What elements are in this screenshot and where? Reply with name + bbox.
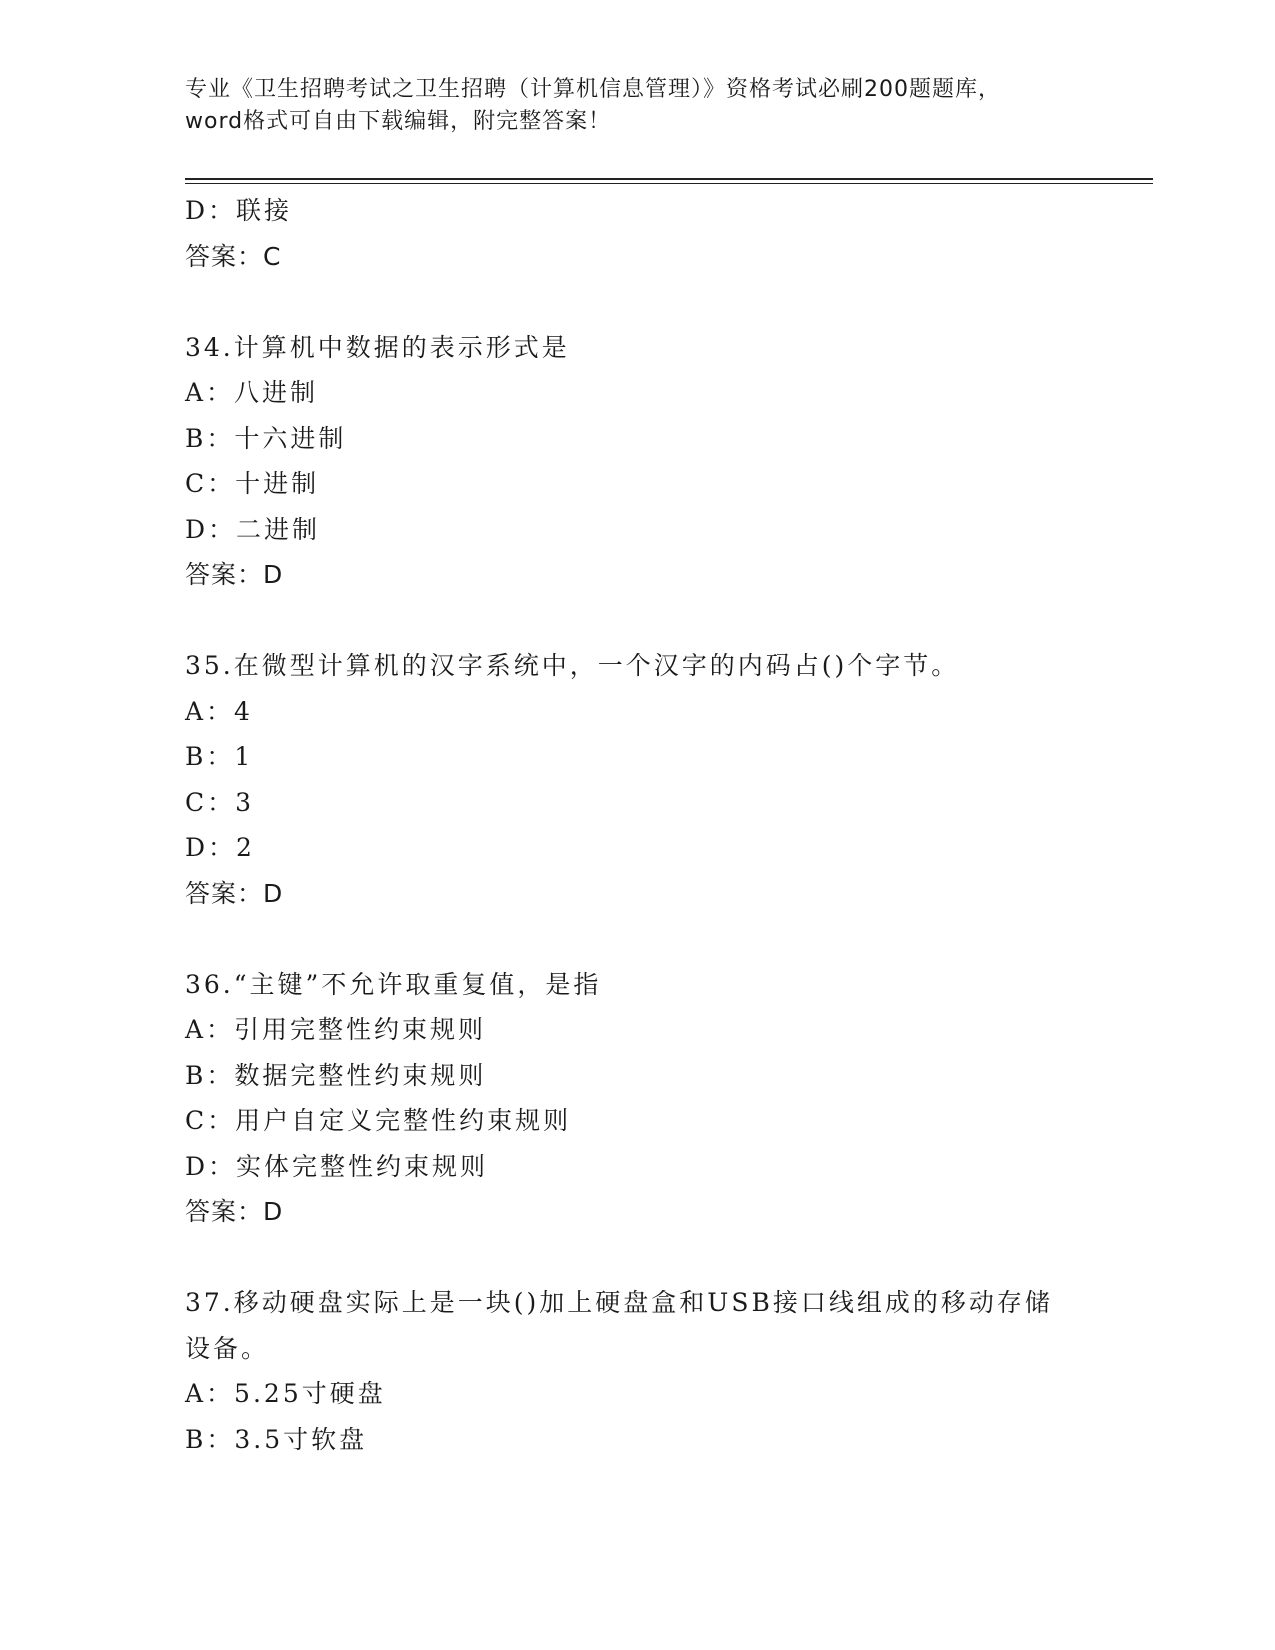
header-divider <box>185 178 1153 184</box>
spacer <box>185 916 1153 962</box>
option-b: B：3.5寸软盘 <box>185 1424 368 1454</box>
prev-option-d: D：联接 <box>185 196 293 225</box>
question-stem-line-2: 设备。 <box>185 1333 270 1363</box>
option-c: C：十进制 <box>185 469 320 498</box>
option-a: A：八进制 <box>185 378 319 407</box>
option-c: C：3 <box>185 787 255 817</box>
question-stem-line-1: 37.移动硬盘实际上是一块()加上硬盘盒和USB接口线组成的移动存储 <box>185 1288 1053 1317</box>
document-page <box>185 0 1153 1650</box>
question-35 <box>185 643 1153 916</box>
prev-answer: 答案：C <box>185 241 282 271</box>
option-d: D：2 <box>185 833 255 862</box>
document-header <box>185 74 1085 138</box>
spacer <box>185 1235 1153 1281</box>
question-34 <box>185 325 1153 598</box>
option-a: A：4 <box>185 696 253 726</box>
question-list <box>185 188 1153 1462</box>
header-line-2: word格式可自由下载编辑，附完整答案！ <box>185 109 612 134</box>
option-b: B：数据完整性约束规则 <box>185 1060 487 1090</box>
option-a: A：引用完整性约束规则 <box>185 1015 487 1044</box>
option-c: C：用户自定义完整性约束规则 <box>185 1106 572 1135</box>
spacer <box>185 598 1153 644</box>
question-stem: 36.“主键”不允许取重复值，是指 <box>185 969 602 999</box>
option-d: D：实体完整性约束规则 <box>185 1151 489 1181</box>
question-stem: 34.计算机中数据的表示形式是 <box>185 332 570 362</box>
option-b: B：1 <box>185 742 254 771</box>
option-d: D：二进制 <box>185 514 321 544</box>
question-stem: 35.在微型计算机的汉字系统中，一个汉字的内码占()个字节。 <box>185 651 960 680</box>
header-line-1: 专业《卫生招聘考试之卫生招聘（计算机信息管理）》资格考试必刷200题题库， <box>185 77 1001 102</box>
answer: 答案：D <box>185 878 284 908</box>
answer: 答案：D <box>185 1197 284 1226</box>
answer: 答案：D <box>185 560 284 589</box>
option-b: B：十六进制 <box>185 423 347 453</box>
option-a: A：5.25寸硬盘 <box>185 1379 386 1408</box>
question-37 <box>185 1280 1153 1462</box>
question-36 <box>185 962 1153 1235</box>
spacer <box>185 279 1153 325</box>
